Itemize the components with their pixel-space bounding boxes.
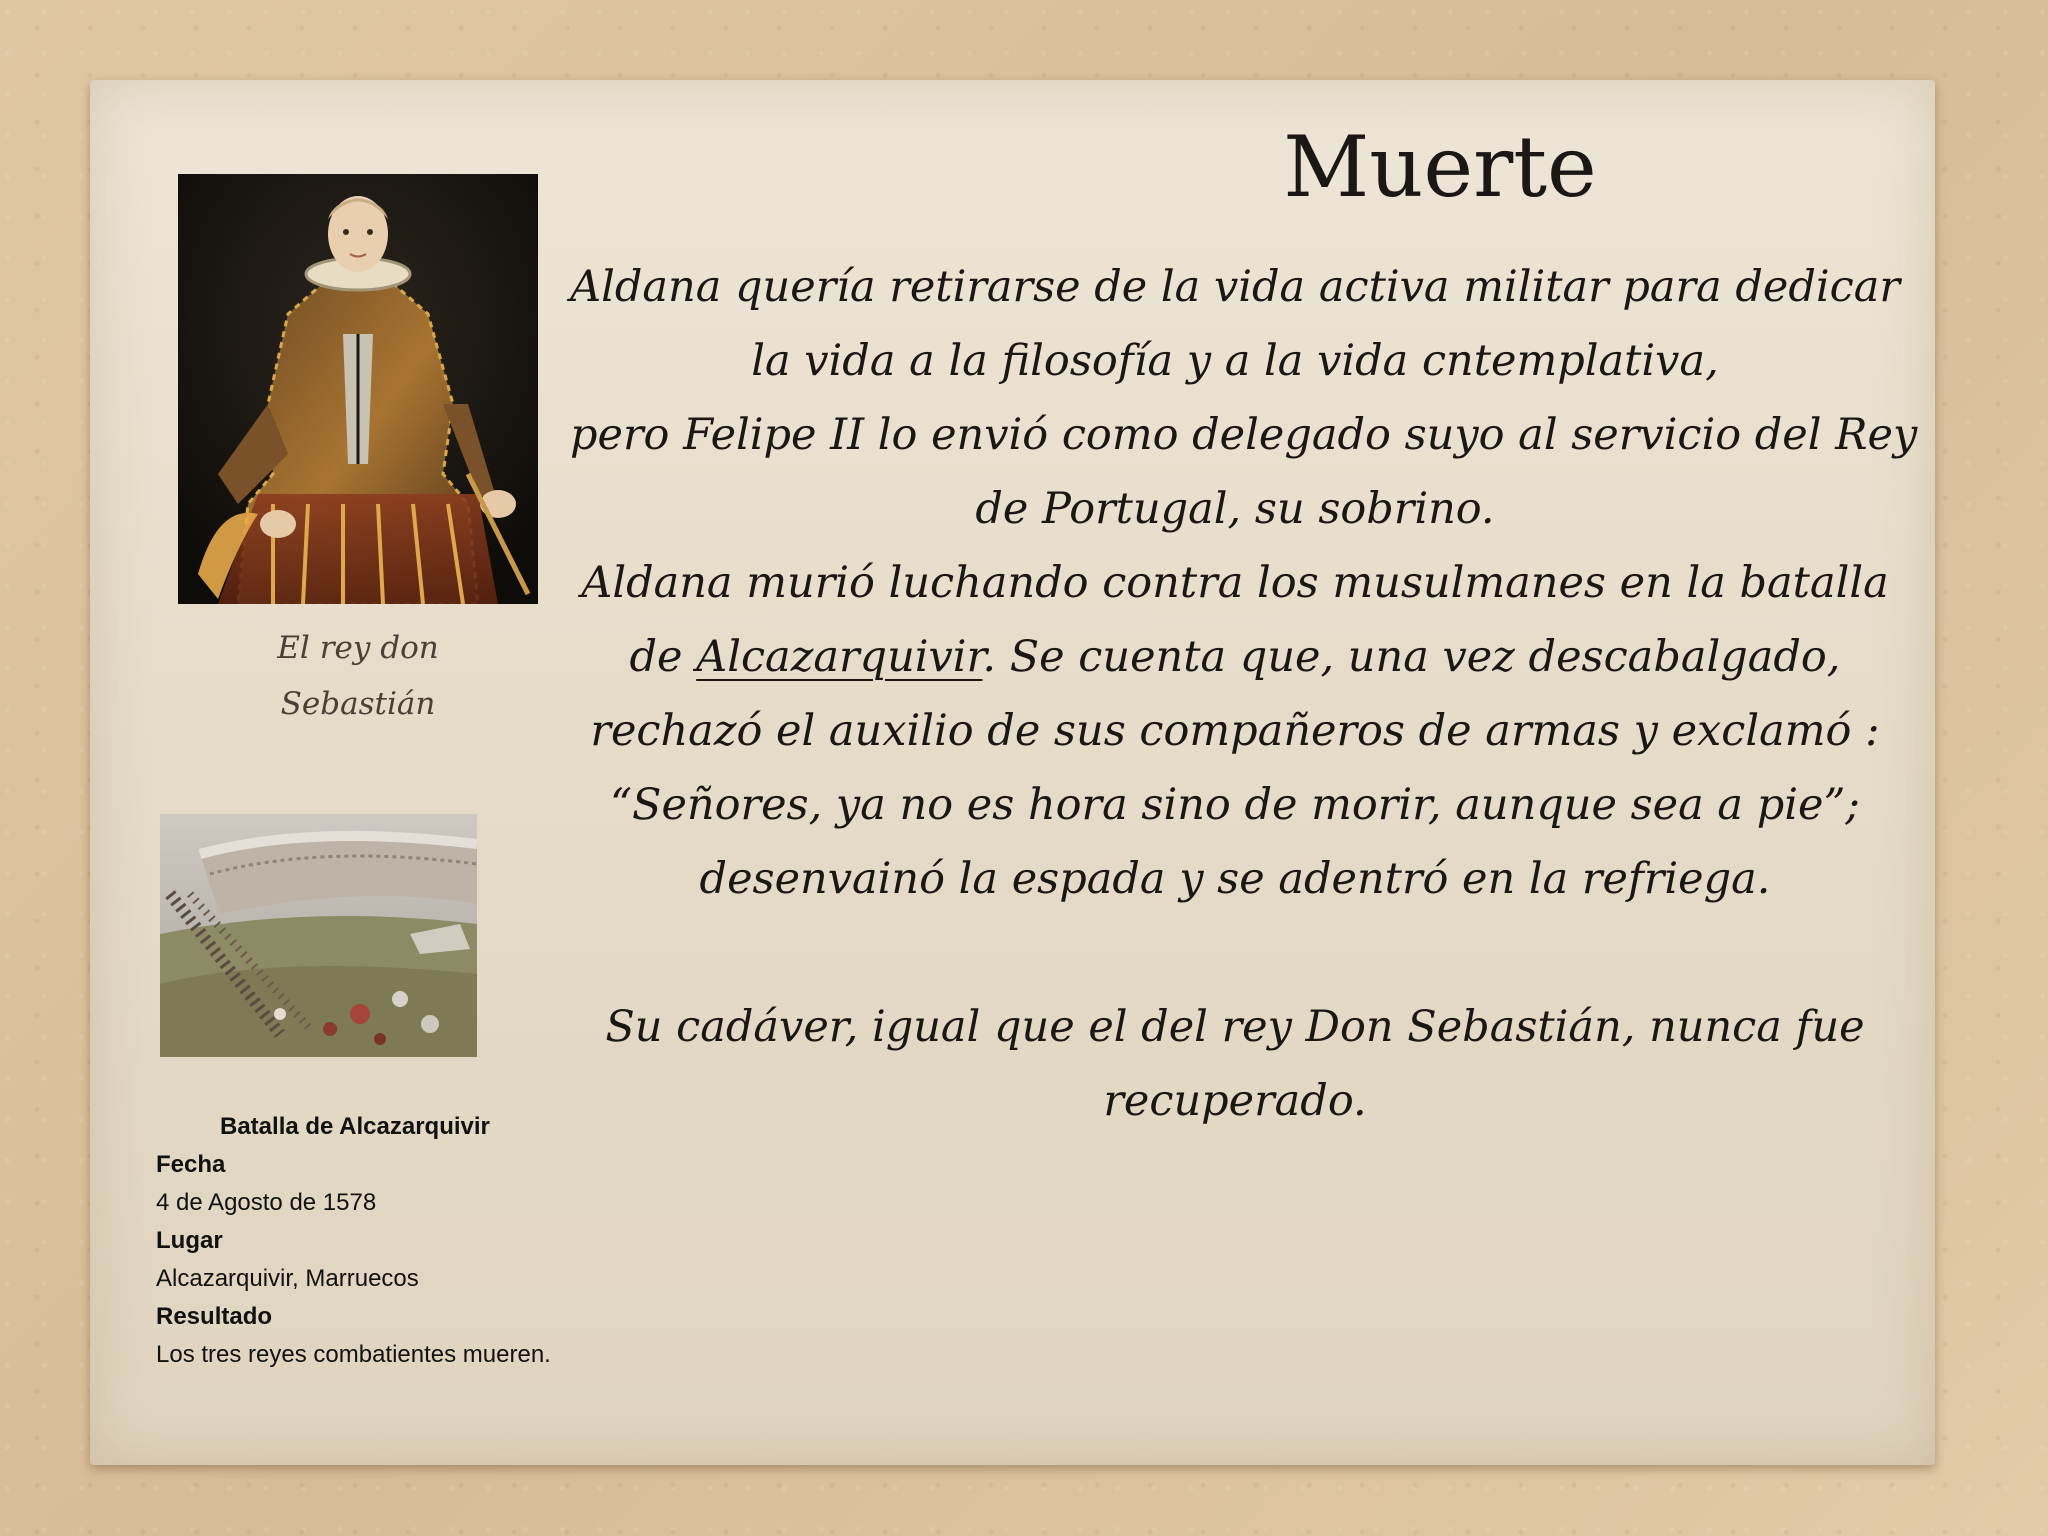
portrait-caption-line2: Sebastián <box>280 686 436 722</box>
body-line-4: de Portugal, su sobrino. <box>975 484 1495 534</box>
body-line-3: pero Felipe II lo envió como delegado suyo al servicio del Rey <box>570 410 1918 460</box>
body-line-9: desenvainó la espada y se adentró en la refriega. <box>699 854 1771 904</box>
alcazarquivir-link[interactable]: Alcazarquivir <box>696 632 983 682</box>
infobox-place-label: Lugar <box>156 1227 223 1254</box>
infobox-date-label: Fecha <box>156 1151 226 1178</box>
body-line-2: la vida a la filosofía y a la vida cntemplativa, <box>751 336 1719 386</box>
infobox-result-label: Resultado <box>156 1303 273 1330</box>
paragraph-gap <box>570 916 1900 990</box>
portrait-caption-line1: El rey don <box>277 630 439 666</box>
closing-line-1: Su cadáver, igual que el del rey Don Sebastián, nunca fue <box>605 1002 1865 1052</box>
infobox-date-value: 4 de Agosto de 1578 <box>156 1189 377 1216</box>
portrait-illustration <box>178 174 538 604</box>
slide-title: Muerte <box>1283 118 1597 216</box>
battle-illustration <box>160 814 477 1057</box>
battle-painting-image <box>160 814 477 1057</box>
portrait-caption <box>178 620 538 732</box>
portrait-king-sebastian-image <box>178 174 538 604</box>
infobox-result-value: Los tres reyes combatientes mueren. <box>156 1341 551 1368</box>
infobox-place-value: Alcazarquivir, Marruecos <box>156 1265 419 1292</box>
body-line-6-suffix: . Se cuenta que, una vez descabalgado, <box>982 632 1841 682</box>
body-line-6-prefix: de <box>629 632 697 682</box>
slide-body-text <box>570 250 1918 1138</box>
infobox-title: Batalla de Alcazarquivir <box>220 1113 490 1140</box>
body-line-8: “Señores, ya no es hora sino de morir, aunque sea a pie”; <box>610 780 1860 830</box>
battle-infobox <box>156 1108 586 1374</box>
body-line-7: rechazó el auxilio de sus compañeros de armas y exclamó : <box>590 706 1880 756</box>
body-line-6 <box>570 620 1900 694</box>
body-line-1: Aldana quería retirarse de la vida activa militar para dedicar <box>570 262 1900 312</box>
body-line-5: Aldana murió luchando contra los musulmanes en la batalla <box>581 558 1889 608</box>
closing-line-2: recuperado. <box>1103 1076 1367 1126</box>
